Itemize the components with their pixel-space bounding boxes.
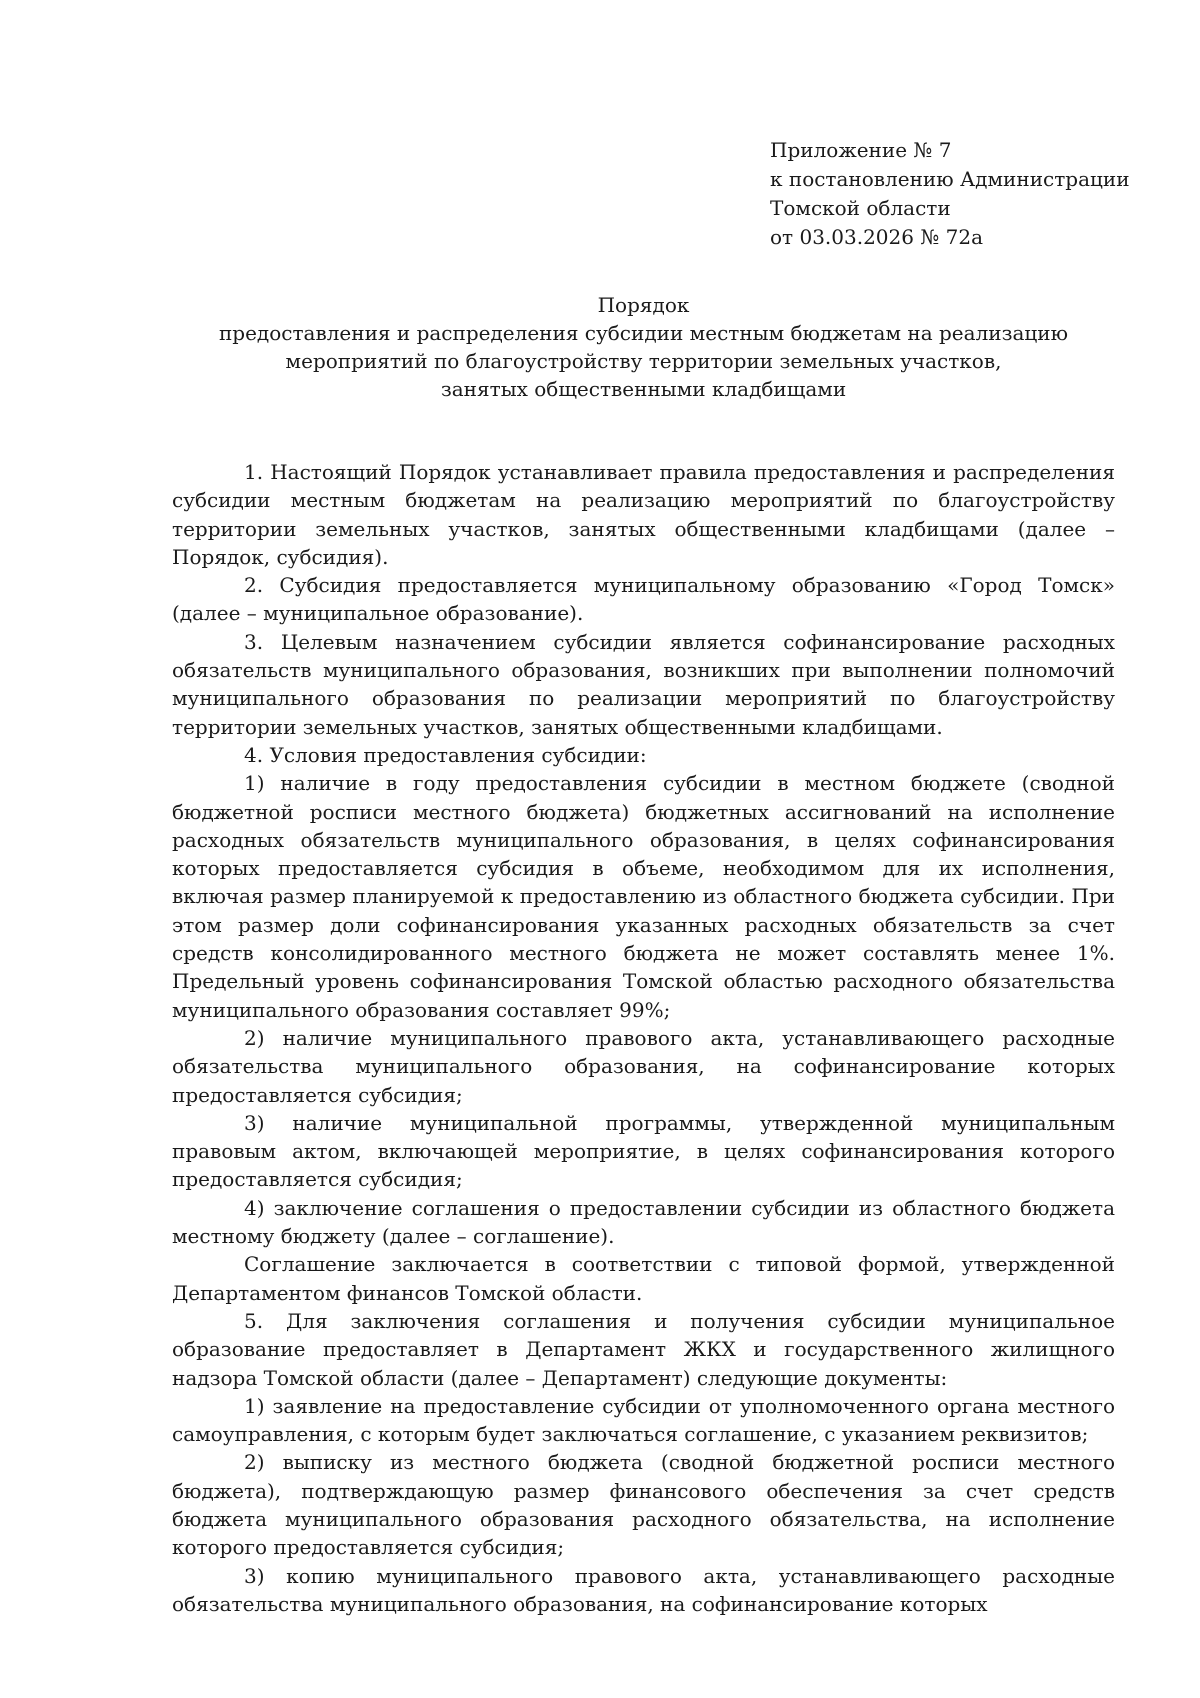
paragraph-5-item-3: 3) копию муниципального правового акта, устанавливающего расходные обязательства муниципального образования, на софинансирование которых <box>172 1563 1115 1616</box>
appendix-header <box>770 136 1130 252</box>
appendix-decree: к постановлению Администрации <box>770 167 1130 191</box>
paragraph-2: 2. Субсидия предоставляется муниципальному образованию «Город Томск» (далее – муниципальное образование). <box>172 573 1115 626</box>
appendix-date: от 03.03.2026 № 72а <box>770 225 983 249</box>
title-line-3: занятых общественными кладбищами <box>440 377 847 401</box>
paragraph-5-item-2: 2) выписку из местного бюджета (сводной бюджетной росписи местного бюджета), подтверждающую размер финансового обеспечения за счет средств бюджета муниципального образования расходного обязательства, на исполнение которого предоставляется субсидия; <box>172 1450 1115 1560</box>
paragraph-4: 4. Условия предоставления субсидии: <box>244 742 647 767</box>
title-line-2: мероприятий по благоустройству территории земельных участков, <box>285 349 1002 373</box>
document-body <box>172 458 1115 1618</box>
appendix-region: Томской области <box>770 196 951 220</box>
paragraph-4-item-4: 4) заключение соглашения о предоставлении субсидии из областного бюджета местному бюджету (далее – соглашение). <box>172 1195 1115 1249</box>
paragraph-5-item-1: 1) заявление на предоставление субсидии от уполномоченного органа местного самоуправления, с которым будет заключаться соглашение, с указанием реквизитов; <box>172 1393 1115 1447</box>
paragraph-1: 1. Настоящий Порядок устанавливает правила предоставления и распределения субсидии местным бюджетам на реализацию мероприятий по благоустройству территории земельных участков, занятых общественными кладбищами (далее – Порядок, субсидия). <box>172 460 1115 569</box>
paragraph-3: 3. Целевым назначением субсидии является софинансирование расходных обязательств муниципального образования, возникших при выполнении полномочий муниципального образования по реализации мероприятий по благоустройству территории земельных участков, занятых общественными кладбищами. <box>172 629 1115 739</box>
appendix-number: Приложение № 7 <box>770 138 952 162</box>
document-title <box>172 291 1115 403</box>
paragraph-4-item-3: 3) наличие муниципальной программы, утвержденной муниципальным правовым актом, включающей мероприятие, в целях софинансирования которого предоставляется субсидия; <box>172 1110 1115 1192</box>
paragraph-5: 5. Для заключения соглашения и получения субсидии муниципальное образование предоставляет в Департамент ЖКХ и государственного жилищного надзора Томской области (далее – Департамент) следующие документы: <box>172 1308 1115 1390</box>
title-heading: Порядок <box>597 293 690 317</box>
paragraph-4-item-2: 2) наличие муниципального правового акта, устанавливающего расходные обязательства муниципального образования, на софинансирование которых предоставляется субсидия; <box>172 1025 1115 1107</box>
paragraph-agreement-note: Соглашение заключается в соответствии с типовой формой, утвержденной Департаментом финансов Томской области. <box>172 1252 1115 1305</box>
title-line-1: предоставления и распределения субсидии местным бюджетам на реализацию <box>218 321 1069 345</box>
paragraph-4-item-1: 1) наличие в году предоставления субсидии в местном бюджете (сводной бюджетной росписи местного бюджета) бюджетных ассигнований на исполнение расходных обязательств муниципального образования, в целях софинансирования которых предоставляется субсидия в объеме, необходимом для их исполнения, включая размер планируемой к предоставлению из областного бюджета субсидии. При этом размер доли софинансирования указанных расходных обязательств за счет средств консолидированного местного бюджета не может составлять менее 1%. Предельный уровень софинансирования Томской областью расходного обязательства муниципального образования составляет 99%; <box>172 771 1115 1022</box>
